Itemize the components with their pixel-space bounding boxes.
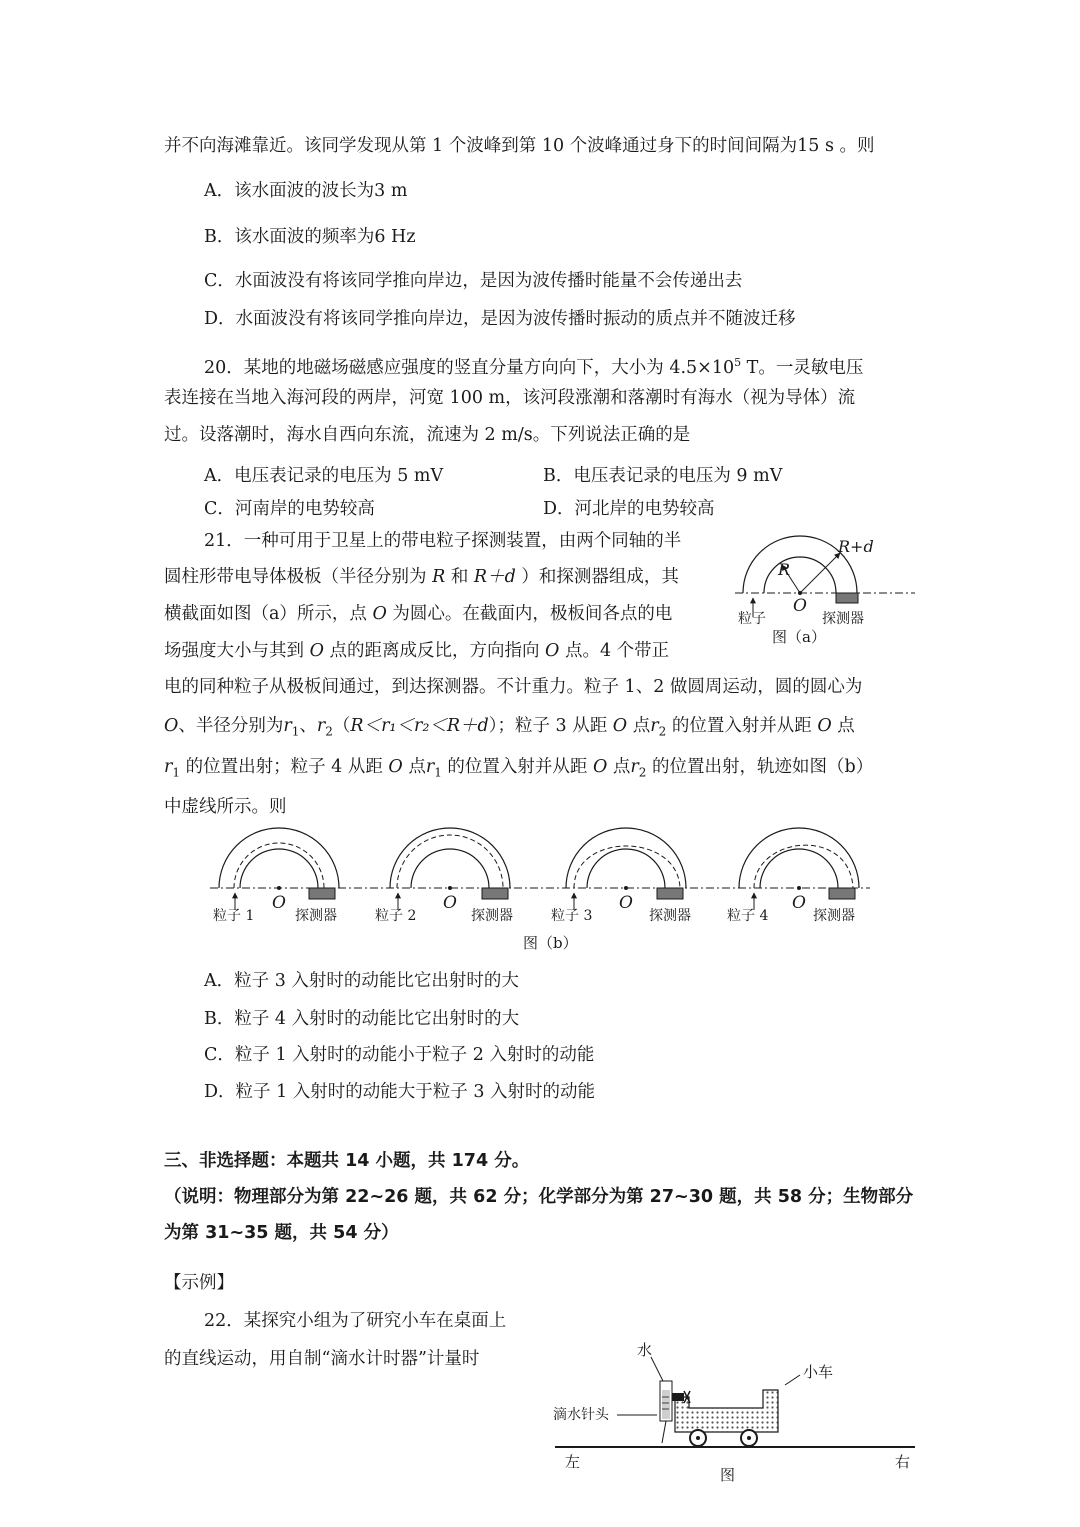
q21-line8: 中虚线所示。则 [164,797,287,817]
q21-line3 [164,603,672,625]
panel-1-particle: 粒子 1 [213,908,255,924]
q21-text: 点。4 个带正 [559,641,670,661]
q21-text: 的位置入射并从距 [441,757,593,777]
var-O: O [164,716,179,736]
panel-3-detector: 探测器 [649,908,691,924]
q21-text: ）和探测器组成，其 [515,567,679,587]
q22-line2: 的直线运动，用自制“滴水计时器”计量时 [164,1349,480,1369]
figure-b [205,822,875,957]
label-left: 左 [565,1453,581,1471]
figure-car [545,1335,925,1490]
var-O: O [372,604,387,624]
q21-text: 点的距离成反比，方向指向 [323,641,546,661]
q21-text: 场强度大小与其到 [164,641,310,661]
label-R-plus-d: R+d [838,537,874,556]
q21-text: 点 [607,757,631,777]
q21-option-d: D．粒子 1 入射时的动能大于粒子 3 入射时的动能 [204,1082,596,1102]
var-O: O [612,716,628,736]
var-Rd: R＋d [473,567,516,587]
q22-line1: 22．某探究小组为了研究小车在桌面上 [204,1311,507,1331]
var-O: O [388,757,403,777]
q21-text: ）；粒子 3 从距 [488,716,613,736]
q21-option-c: C．粒子 1 入射时的动能小于粒子 2 入射时的动能 [204,1045,595,1065]
q20-option-c: C．河南岸的电势较高 [204,499,375,519]
example-label: 【示例】 [164,1273,234,1293]
panel-2-particle: 粒子 2 [375,908,417,924]
option-b: B．该水面波的频率为6 Hz [204,227,416,247]
q20-line2: 表连接在当地入海河段的两岸，河宽 100 m，该河段涨潮和落潮时有海水（视为导体）流 [164,388,856,408]
section-title: 三、非选择题：本题共 14 小题，共 174 分。 [164,1151,530,1171]
option-c: C．水面波没有将该同学推向岸边，是因为波传播时能量不会传递出去 [204,271,743,291]
q20-option-d: D．河北岸的电势较高 [543,499,715,519]
subscript: 2 [658,724,667,739]
var-O: O [309,641,324,661]
q21-text: 点 [627,716,651,736]
q21-line5: 电的同种粒子从极板间通过，到达探测器。不计重力。粒子 1、2 做圆周运动，圆的圆心为 [164,677,863,697]
label-particle: 粒子 [738,611,766,627]
option-d: D．水面波没有将该同学推向岸边，是因为波传播时振动的质点并不随波迁移 [204,309,796,329]
inequality: R＜r₁＜r₂＜R＋d [350,716,489,736]
q21-text: 的位置出射，轨迹如图（b） [646,757,874,777]
var-R: R [432,567,446,587]
q21-line1: 21．一种可用于卫星上的带电粒子探测装置，由两个同轴的半 [204,531,682,551]
option-a: A．该水面波的波长为3 m [204,181,408,201]
figure-a-caption: 图（a） [772,628,826,646]
panel-1-O: O [272,893,286,913]
q21-text: 、半径分别为 [178,716,284,736]
var-O: O [592,757,608,777]
var-r: r [630,757,639,777]
section-note-2: 为第 31~35 题，共 54 分） [164,1223,399,1243]
label-O: O [793,596,807,616]
q21-line4 [164,640,669,662]
figure-car-caption: 图 [720,1466,736,1484]
q21-text: 点 [402,757,426,777]
subscript: 1 [172,765,181,780]
subscript: 1 [291,724,300,739]
q21-line6 [164,715,855,743]
q20-option-a: A．电压表记录的电压为 5 mV [204,466,444,486]
panel-4-O: O [792,893,806,913]
var-r: r [283,716,292,736]
q21-text: 圆柱形带电导体极板（半径分别为 [164,567,433,587]
figure-a [730,525,920,650]
q21-text: （ [332,716,351,736]
panel-2-detector: 探测器 [471,908,513,924]
panel-4-particle: 粒子 4 [727,908,769,924]
q21-text: 横截面如图（a）所示，点 [164,604,373,624]
q21-option-b: B．粒子 4 入射时的动能比它出射时的大 [204,1009,520,1029]
q21-line2 [164,566,679,588]
var-r: r [316,716,326,736]
q20-line3: 过。设落潮时，海水自西向东流，流速为 2 m/s。下列说法正确的是 [164,425,691,445]
q21-text: 和 [445,567,474,587]
q21-text: 的位置出射；粒子 4 从距 [180,757,389,777]
var-r: r [425,757,435,777]
q21-text: 、 [299,716,317,736]
var-r: r [164,757,173,777]
text-line: 并不向海滩靠近。该同学发现从第 1 个波峰到第 10 个波峰通过身下的时间间隔为15 s 。则 [164,136,875,156]
section-note-1: （说明：物理部分为第 22~26 题，共 62 分；化学部分为第 27~30 题，共 58 分；生物部分 [164,1187,914,1207]
var-O: O [545,641,560,661]
var-O: O [817,716,832,736]
exponent: 5 [734,356,742,369]
q20-text: 20．某地的地磁场磁感应强度的竖直分量方向向下，大小为 4.5×10 [204,357,735,378]
label-right: 右 [895,1453,911,1471]
q21-text: 的位置入射并从距 [666,716,818,736]
label-needle: 滴水针头 [553,1407,609,1423]
panel-1-detector: 探测器 [295,908,337,924]
panel-3-particle: 粒子 3 [551,908,593,924]
q20-text: T。一灵敏电压 [741,357,864,378]
var-r: r [650,716,659,736]
panel-4-detector: 探测器 [813,908,855,924]
q21-text: 为圆心。在截面内，极板间各点的电 [386,604,673,624]
q20-option-b: B．电压表记录的电压为 9 mV [543,466,783,486]
label-R: R [778,560,791,579]
figure-b-caption: 图（b） [523,934,578,952]
q21-text: 点 [831,716,855,736]
label-car: 小车 [803,1363,834,1381]
panel-2-O: O [443,893,457,913]
subscript: 2 [638,765,647,780]
q21-line7 [164,756,873,784]
panel-3-O: O [619,893,633,913]
q20-line1 [204,352,863,379]
subscript: 2 [325,724,333,739]
label-detector: 探测器 [822,611,864,627]
subscript: 1 [434,765,442,780]
q21-option-a: A．粒子 3 入射时的动能比它出射时的大 [204,971,519,991]
label-water: 水 [637,1341,653,1359]
